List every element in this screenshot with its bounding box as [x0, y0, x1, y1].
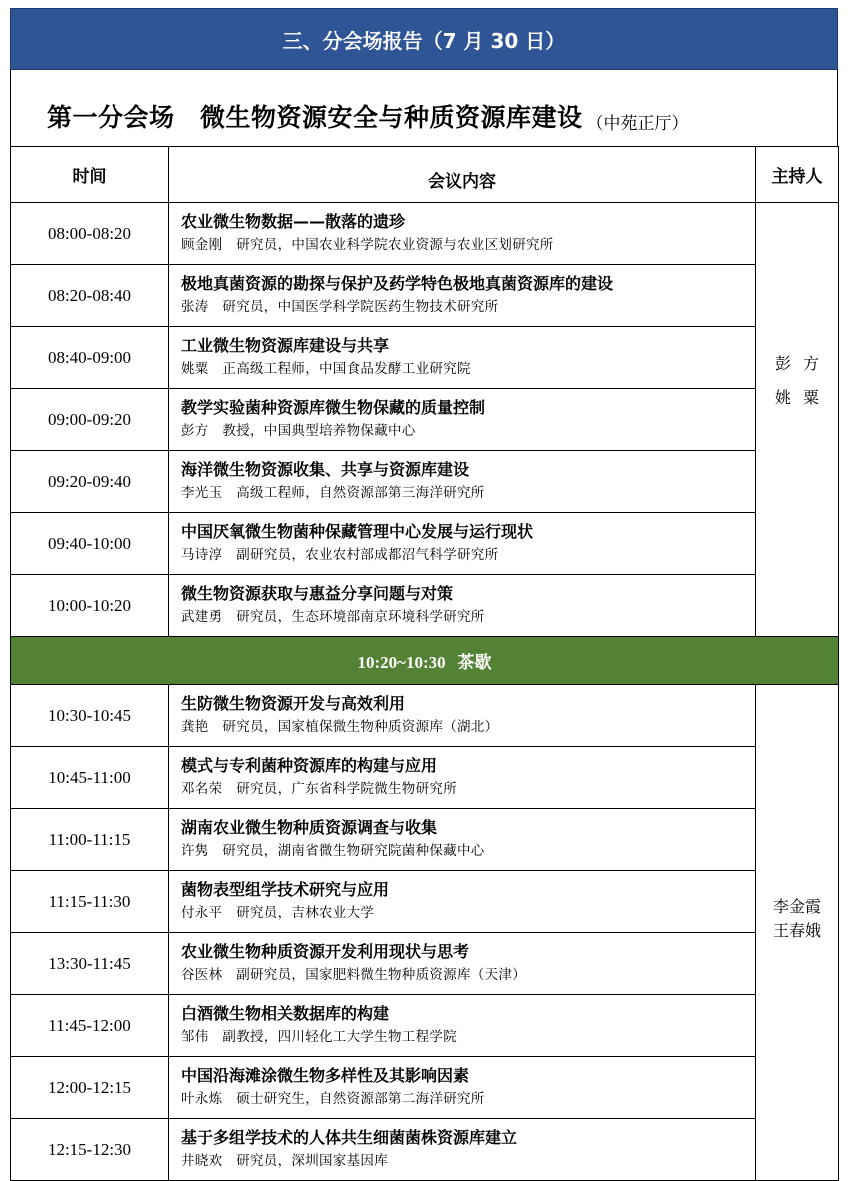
talk-title: 中国厌氧微生物菌种保藏管理中心发展与运行现状 — [181, 521, 534, 541]
schedule-sheet — [10, 8, 838, 1181]
content-cell — [169, 871, 756, 933]
host-name: 姚粟 — [774, 388, 831, 407]
table-row — [11, 265, 839, 327]
speaker-info: 井晓欢 研究员，深圳国家基因库 — [181, 1152, 388, 1169]
schedule-table — [10, 146, 839, 1181]
table-row — [11, 327, 839, 389]
content-cell — [169, 1057, 756, 1119]
content-cell — [169, 203, 756, 265]
table-row — [11, 451, 839, 513]
content-cell — [169, 809, 756, 871]
table-row — [11, 389, 839, 451]
time-cell: 13:30-11:45 — [11, 933, 169, 995]
table-header-row — [11, 147, 839, 203]
content-cell — [169, 685, 756, 747]
time-cell: 12:15-12:30 — [11, 1119, 169, 1181]
talk-title: 微生物资源获取与惠益分享问题与对策 — [181, 583, 454, 603]
host-cell — [756, 685, 839, 1181]
tea-break-label: 茶歇 — [457, 653, 492, 673]
table-row — [11, 1119, 839, 1181]
talk-title: 工业微生物资源库建设与共享 — [181, 335, 390, 355]
time-cell: 09:20-09:40 — [11, 451, 169, 513]
talk-title: 基于多组学技术的人体共生细菌菌株资源库建立 — [181, 1127, 518, 1147]
talk-title: 极地真菌资源的勘探与保护及药学特色极地真菌资源库的建设 — [181, 273, 614, 293]
table-row — [11, 995, 839, 1057]
section-title: 三、分会场报告（7 月 30 日） — [282, 28, 566, 53]
table-row — [11, 1057, 839, 1119]
host-cell — [756, 203, 839, 637]
time-cell: 12:00-12:15 — [11, 1057, 169, 1119]
header-content: 会议内容 — [169, 147, 756, 203]
content-cell — [169, 265, 756, 327]
table-row — [11, 933, 839, 995]
content-cell — [169, 389, 756, 451]
speaker-info: 彭方 教授，中国典型培养物保藏中心 — [181, 422, 416, 439]
table-row — [11, 513, 839, 575]
talk-title: 生防微生物资源开发与高效利用 — [181, 693, 406, 713]
tea-break-row — [11, 637, 839, 685]
talk-title: 农业微生物种质资源开发利用现状与思考 — [181, 941, 470, 961]
time-cell: 08:20-08:40 — [11, 265, 169, 327]
content-cell — [169, 451, 756, 513]
time-cell: 10:00-10:20 — [11, 575, 169, 637]
talk-title: 中国沿海滩涂微生物多样性及其影响因素 — [181, 1065, 470, 1085]
speaker-info: 张涛 研究员，中国医学科学院医药生物技术研究所 — [181, 298, 499, 315]
speaker-info: 李光玉 高级工程师，自然资源部第三海洋研究所 — [181, 484, 485, 501]
talk-title: 模式与专利菌种资源库的构建与应用 — [181, 755, 438, 775]
content-cell — [169, 327, 756, 389]
content-cell — [169, 1119, 756, 1181]
table-row — [11, 575, 839, 637]
time-cell: 11:00-11:15 — [11, 809, 169, 871]
speaker-info: 叶永炼 硕士研究生，自然资源部第二海洋研究所 — [181, 1090, 485, 1107]
tea-break-gap — [446, 653, 458, 673]
time-cell: 09:40-10:00 — [11, 513, 169, 575]
speaker-info: 顾金刚 研究员，中国农业科学院农业资源与农业区划研究所 — [181, 236, 554, 253]
host-name: 李金霞 — [772, 897, 821, 916]
speaker-info: 武建勇 研究员，生态环境部南京环境科学研究所 — [181, 608, 485, 625]
section-banner — [10, 8, 838, 70]
host-name: 王春娥 — [772, 921, 821, 940]
content-cell — [169, 575, 756, 637]
content-cell — [169, 747, 756, 809]
speaker-info: 谷医林 副研究员，国家肥料微生物种质资源库（天津） — [181, 966, 526, 983]
table-row — [11, 747, 839, 809]
header-time: 时间 — [11, 147, 169, 203]
table-row — [11, 203, 839, 265]
venue-title: 第一分会场 微生物资源安全与种质资源库建设 — [47, 103, 583, 132]
time-cell: 10:45-11:00 — [11, 747, 169, 809]
tea-break-time: 10:20~10:30 — [357, 653, 446, 672]
tea-break-cell — [11, 637, 839, 685]
content-cell — [169, 995, 756, 1057]
content-cell — [169, 513, 756, 575]
header-host: 主持人 — [756, 147, 839, 203]
time-cell: 11:45-12:00 — [11, 995, 169, 1057]
speaker-info: 马诗淳 副研究员，农业农村部成都沼气科学研究所 — [181, 546, 499, 563]
venue-header — [10, 70, 838, 146]
table-row — [11, 871, 839, 933]
talk-title: 菌物表型组学技术研究与应用 — [181, 879, 390, 899]
time-cell: 10:30-10:45 — [11, 685, 169, 747]
time-cell: 08:00-08:20 — [11, 203, 169, 265]
venue-location: （中苑正厅） — [586, 114, 689, 134]
speaker-info: 付永平 研究员，吉林农业大学 — [181, 904, 375, 921]
time-cell: 11:15-11:30 — [11, 871, 169, 933]
speaker-info: 邹伟 副教授，四川轻化工大学生物工程学院 — [181, 1028, 457, 1045]
talk-title: 教学实验菌种资源库微生物保藏的质量控制 — [181, 397, 486, 417]
time-cell: 09:00-09:20 — [11, 389, 169, 451]
content-cell — [169, 933, 756, 995]
speaker-info: 邓名荣 研究员，广东省科学院微生物研究所 — [181, 780, 457, 797]
table-row — [11, 685, 839, 747]
speaker-info: 许隽 研究员，湖南省微生物研究院菌种保藏中心 — [181, 842, 485, 859]
talk-title: 海洋微生物资源收集、共享与资源库建设 — [181, 459, 470, 479]
talk-title: 白酒微生物相关数据库的构建 — [181, 1003, 390, 1023]
host-name: 彭方 — [774, 354, 831, 373]
table-row — [11, 809, 839, 871]
talk-title: 湖南农业微生物种质资源调查与收集 — [181, 817, 438, 837]
time-cell: 08:40-09:00 — [11, 327, 169, 389]
talk-title: 农业微生物数据——散落的遗珍 — [181, 211, 406, 231]
speaker-info: 龚艳 研究员，国家植保微生物种质资源库（湖北） — [181, 718, 499, 735]
speaker-info: 姚粟 正高级工程师，中国食品发酵工业研究院 — [181, 360, 471, 377]
